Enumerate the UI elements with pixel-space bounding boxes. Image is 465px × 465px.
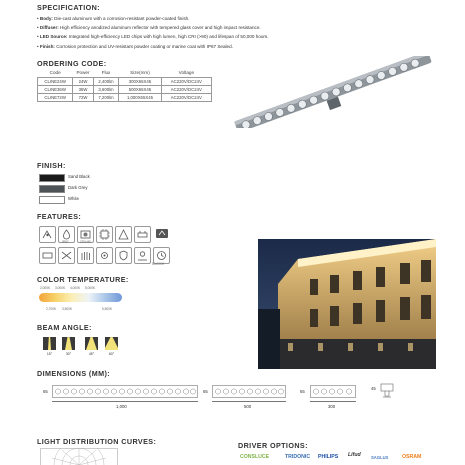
features-heading: FEATURES: bbox=[37, 212, 82, 221]
light-distribution-heading: LIGHT DISTRIBUTION CURVES: bbox=[37, 437, 157, 446]
dimension-height-label: 65 bbox=[203, 389, 208, 394]
table-cell: AC220V/DC24V bbox=[161, 86, 211, 94]
dimension-line bbox=[52, 401, 198, 402]
column-header: Code bbox=[49, 70, 61, 75]
table-row bbox=[38, 78, 212, 86]
facade-lighting-photo bbox=[258, 239, 436, 369]
specification-list bbox=[37, 14, 337, 51]
dimension-line bbox=[310, 401, 356, 402]
table-cell: 500X65X45 bbox=[119, 86, 161, 94]
spec-line: • Body: Die-cast aluminum with a corrosion-resistant powder-coated finish. bbox=[37, 16, 190, 21]
cct-label: 3,000K bbox=[55, 286, 66, 290]
dimension-drawing-500 bbox=[212, 385, 286, 398]
waterproof-connector-icon bbox=[134, 226, 151, 243]
polar-distribution-chart bbox=[40, 448, 118, 465]
ordering-code-heading: ORDERING CODE: bbox=[37, 59, 107, 68]
finish-label: Dark Grey bbox=[68, 185, 88, 190]
cct-label: 4,000K bbox=[70, 286, 81, 290]
beam-45-icon bbox=[85, 337, 98, 350]
dimension-depth-label: 45 bbox=[371, 386, 376, 391]
beam-30-icon bbox=[62, 337, 75, 350]
dimming-icon bbox=[156, 229, 168, 238]
beam-angle-icon bbox=[115, 226, 132, 243]
table-cell: 3,600lm bbox=[93, 86, 119, 94]
beam-angle-heading: BEAM ANGLE: bbox=[37, 323, 92, 332]
table-cell: CLINE36W bbox=[38, 86, 73, 94]
driver-brand-logo: CONSLUCE bbox=[240, 454, 270, 460]
table-row bbox=[38, 94, 212, 102]
table-cell: 2,400lm bbox=[93, 78, 119, 86]
table-cell: 300X65X45 bbox=[119, 78, 161, 86]
feature-label: 50,000H bbox=[152, 262, 165, 266]
dimension-length-label: 500 bbox=[244, 404, 252, 409]
table-header-row bbox=[38, 70, 212, 78]
beam-angle-label: 15° bbox=[46, 352, 53, 356]
driver-brand-logo: OSRAM bbox=[402, 454, 422, 460]
dimension-length-label: 1,000 bbox=[116, 404, 127, 409]
dimension-drawing-300 bbox=[310, 385, 356, 398]
spec-line: • Diffuser: High efficiency anodized aluminum reflector with tempered glass cover and high impact resistance. bbox=[37, 25, 261, 31]
beam-angle-label: 60° bbox=[108, 352, 115, 356]
finish-label: White bbox=[68, 196, 79, 201]
column-header: Size(mm) bbox=[130, 70, 150, 75]
table-cell: AC220V/DC24V bbox=[161, 94, 211, 102]
table-cell: CLINE24W bbox=[38, 78, 73, 86]
dimension-length-label: 300 bbox=[328, 404, 336, 409]
warranty-icon bbox=[115, 247, 132, 264]
column-header: Flux bbox=[101, 70, 111, 75]
color-temperature-gradient-bar bbox=[39, 293, 122, 302]
cct-label: 5,000K bbox=[85, 286, 96, 290]
linear-light-product-image bbox=[228, 56, 438, 128]
table-cell: 72W bbox=[73, 94, 93, 102]
heat-sink-icon bbox=[77, 247, 94, 264]
finish-heading: FINISH: bbox=[37, 161, 66, 170]
led-chip-icon bbox=[96, 247, 113, 264]
spec-line: • LED Source: Integrated high-efficiency LED chips with high lumen, high CRI (>90) and lifespan of 50,000 hours. bbox=[37, 34, 269, 40]
feature-label: CRI>90 bbox=[80, 240, 91, 244]
tilt-adjust-icon bbox=[39, 226, 56, 243]
dimension-line bbox=[212, 401, 286, 402]
column-header: Voltage bbox=[178, 70, 194, 75]
driver-brand-logo: PHILIPS bbox=[318, 454, 339, 460]
side-profile-drawing bbox=[380, 383, 394, 399]
cct-label: 2,000K bbox=[40, 286, 51, 290]
color-temperature-heading: COLOR TEMPERATURE: bbox=[37, 275, 129, 284]
driver-chip-icon bbox=[96, 226, 113, 243]
outdoor-icon bbox=[134, 247, 151, 264]
dimensions-heading: DIMENSIONS (MM): bbox=[37, 369, 111, 378]
table-row bbox=[38, 86, 212, 94]
dimension-height-label: 65 bbox=[300, 389, 305, 394]
table-cell: AC220V/DC24V bbox=[161, 78, 211, 86]
cct-label: 2,700K bbox=[46, 307, 57, 311]
table-cell: CLINE72W bbox=[38, 94, 73, 102]
dimension-drawing-1000 bbox=[52, 385, 198, 398]
driver-brand-logo: Lifud bbox=[348, 452, 361, 458]
feature-label: IP67 bbox=[62, 240, 69, 244]
finish-swatch-dark-grey bbox=[39, 185, 65, 193]
driver-brand-logo: TRIDONIC bbox=[285, 454, 311, 460]
spec-line: • Finish: Corrosion protection and UV-resistant powder coating or marine coat with IP67 Sealed. bbox=[37, 43, 233, 49]
driver-brand-logo: SAGLUX bbox=[371, 455, 389, 460]
beam-angle-label: 30° bbox=[65, 352, 72, 356]
finish-swatch-sand-black bbox=[39, 174, 65, 182]
table-cell: 24W bbox=[73, 78, 93, 86]
beam-15-icon bbox=[43, 337, 56, 350]
beam-60-icon bbox=[105, 337, 118, 350]
specification-heading: SPECIFICATION: bbox=[37, 3, 100, 12]
die-cast-icon bbox=[39, 247, 56, 264]
tempered-glass-icon bbox=[58, 247, 75, 264]
table-cell: 1,000X65X45 bbox=[119, 94, 161, 102]
ordering-code-table bbox=[37, 70, 212, 102]
table-cell: 7,200lm bbox=[93, 94, 119, 102]
beam-angle-label: 45° bbox=[88, 352, 95, 356]
dimension-height-label: 65 bbox=[43, 389, 48, 394]
table-cell: 36W bbox=[73, 86, 93, 94]
finish-label: Sand Black bbox=[68, 174, 90, 179]
driver-options-heading: DRIVER OPTIONS: bbox=[238, 441, 308, 450]
cct-label: 6,500K bbox=[102, 307, 113, 311]
column-header: Power bbox=[76, 70, 90, 75]
cct-label: 3,500K bbox=[62, 307, 73, 311]
finish-swatch-white bbox=[39, 196, 65, 204]
